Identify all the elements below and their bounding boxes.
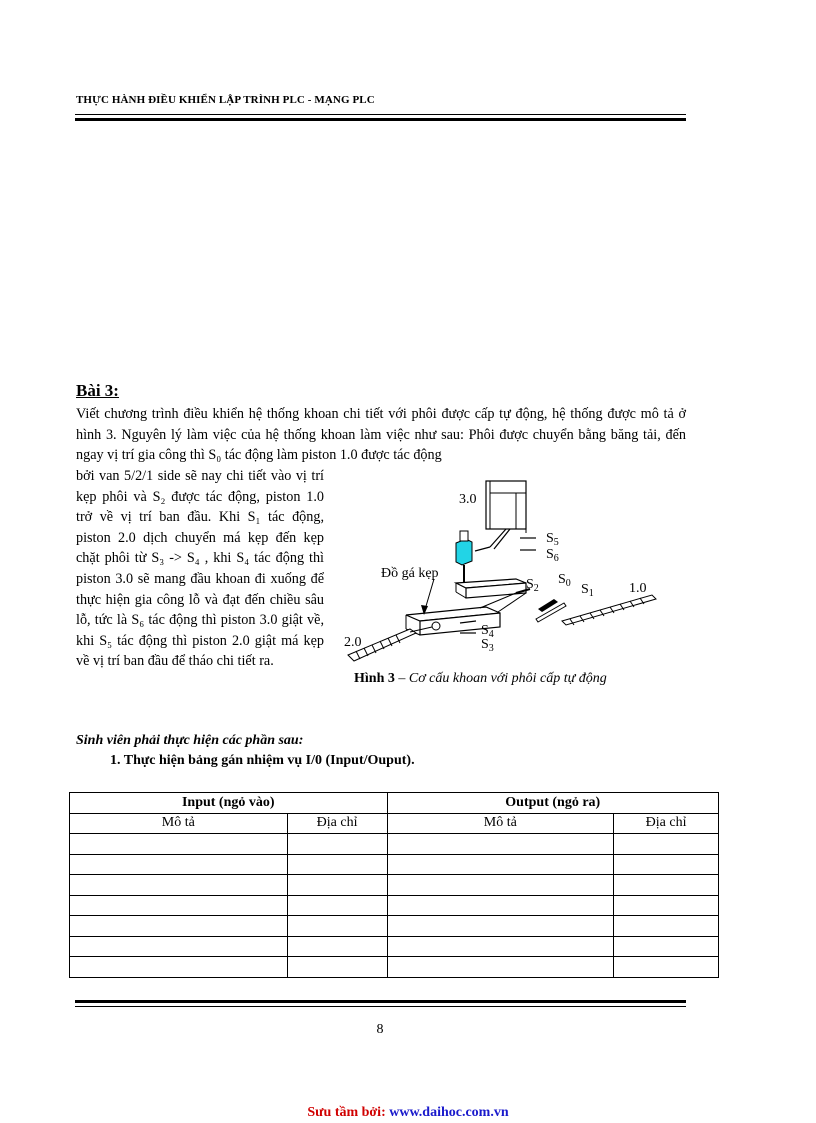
label-s1: $S_1$	[581, 582, 594, 599]
drilling-mechanism-figure	[340, 475, 670, 665]
table-cell	[387, 957, 614, 978]
table-cell	[614, 957, 719, 978]
input-group-header: Input (ngỏ vào)	[70, 793, 388, 814]
label-s3: $S_3$	[481, 637, 494, 654]
footer-rule-thick	[75, 1000, 686, 1003]
drill-head	[456, 539, 472, 565]
table-cell	[387, 875, 614, 896]
table-cell	[287, 957, 387, 978]
table-column-header-row	[70, 813, 719, 834]
exercise-title: Bài 3:	[76, 381, 119, 400]
col-input-address: Địa chỉ	[287, 813, 387, 834]
table-row	[70, 854, 719, 875]
cylinder-1	[562, 595, 656, 625]
table-cell	[387, 936, 614, 957]
page-number: 8	[376, 1022, 384, 1037]
table-row	[70, 834, 719, 855]
page-header-title: THỰC HÀNH ĐIỀU KHIỂN LẬP TRÌNH PLC - MẠNG PLC	[76, 94, 375, 106]
table-cell	[287, 854, 387, 875]
label-s4: $S_4$	[481, 623, 494, 640]
table-cell	[287, 875, 387, 896]
table-group-header-row	[70, 793, 719, 814]
table-row	[70, 875, 719, 896]
label-s5: $S_5$	[546, 531, 559, 548]
table-cell	[70, 834, 288, 855]
table-cell	[614, 875, 719, 896]
label-cylinder-1: 1.0	[629, 581, 647, 596]
figure-caption: Hình 3 – Cơ cấu khoan với phôi cấp tự động	[354, 671, 607, 686]
io-assignment-table	[69, 792, 719, 978]
label-s6: $S_6$	[546, 547, 559, 564]
task-item-1: 1. Thực hiện bảng gán nhiệm vụ I/0 (Input/Ouput).	[110, 753, 415, 768]
table-row	[70, 936, 719, 957]
label-cylinder-3: 3.0	[459, 492, 477, 507]
credit-line	[0, 1105, 816, 1121]
header-rule-thin	[75, 114, 686, 115]
credit-link[interactable]: www.daihoc.com.vn	[389, 1105, 509, 1120]
exercise-paragraph-left: bởi van 5/2/1 side sẽ nay chi tiết vào vị trí kẹp phôi và S₂ được tác động, piston 1.0 trở về vị trí ban đầu. Khi S₁ tác động, piston 2.0 dịch chuyển má kẹp đến kẹp chặt phôi từ S₃ -> S₄ , khi S₄ tác động thì piston 3.0 sẽ mang đầu khoan đi xuống để thực hiện gia công lỗ và đạt đến chiều sâu lỗ, tức là S₆ tác động thì piston 3.0 giật về, khi S₅ tác động thì piston 2.0 giật má kẹp về vị trí ban đầu để tháo chi tiết ra.	[76, 468, 324, 670]
header-rule-thick	[75, 118, 686, 121]
col-output-description: Mô tả	[387, 813, 614, 834]
exercise-paragraph-full: Viết chương trình điều khiển hệ thống khoan chi tiết với phôi được cấp tự động, hệ thống được mô tả ở hình 3. Nguyên lý làm việc của hệ thống khoan làm việc như sau: Phôi được chuyển bằng băng tải, đến ngay vị trí gia công thì S₀ tác động làm piston 1.0 được tác động	[76, 406, 686, 464]
table-cell	[70, 936, 288, 957]
table-cell	[614, 854, 719, 875]
table-row	[70, 895, 719, 916]
footer-rule-thin	[75, 1006, 686, 1007]
table-cell	[287, 895, 387, 916]
label-s2: $S_2$	[526, 577, 539, 594]
col-input-description: Mô tả	[70, 813, 288, 834]
table-cell	[70, 895, 288, 916]
cylinder-3-body	[486, 481, 526, 529]
table-cell	[287, 936, 387, 957]
credit-label: Sưu tầm bởi:	[307, 1105, 390, 1120]
table-cell	[614, 895, 719, 916]
table-cell	[614, 916, 719, 937]
table-row	[70, 957, 719, 978]
table-cell	[287, 916, 387, 937]
tasks-intro: Sinh viên phải thực hiện các phần sau:	[76, 733, 304, 748]
table-cell	[387, 834, 614, 855]
table-row	[70, 916, 719, 937]
label-cylinder-2: 2.0	[344, 635, 362, 650]
label-fixture: Đồ gá kẹp	[381, 566, 439, 581]
label-s0: $S_0$	[558, 572, 571, 589]
table-cell	[387, 854, 614, 875]
table-cell	[614, 936, 719, 957]
table-cell	[387, 895, 614, 916]
table-cell	[70, 957, 288, 978]
table-cell	[70, 875, 288, 896]
table-cell	[70, 916, 288, 937]
table-cell	[614, 834, 719, 855]
table-cell	[70, 854, 288, 875]
table-cell	[387, 916, 614, 937]
output-group-header: Output (ngỏ ra)	[387, 793, 719, 814]
table-cell	[287, 834, 387, 855]
col-output-address: Địa chỉ	[614, 813, 719, 834]
